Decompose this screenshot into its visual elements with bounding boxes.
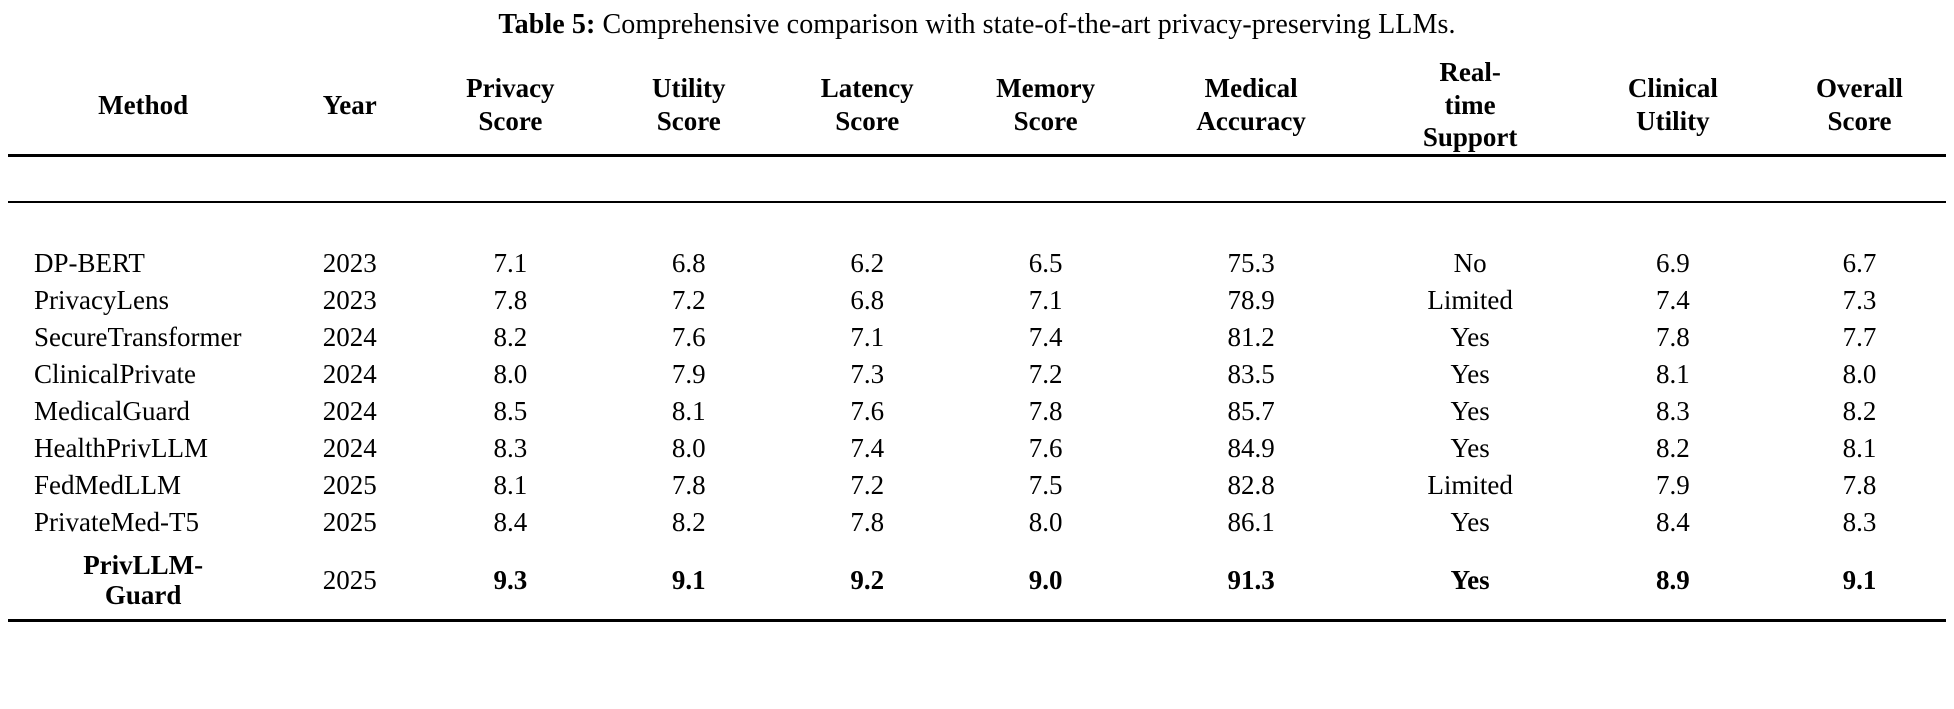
cell-utility: 8.2: [671, 507, 706, 538]
cell-clinical: 8.9: [1656, 564, 1690, 595]
column-header-year: [278, 56, 421, 156]
cell-method-line1: PrivLLM-: [83, 550, 204, 581]
column-header-medical-accuracy: [1135, 56, 1368, 156]
table-row: [8, 282, 1946, 319]
column-header-utility-line1: Utility: [652, 73, 726, 104]
cell-realtime: Yes: [1450, 564, 1490, 595]
table-caption: [0, 0, 1954, 42]
table-row: [8, 245, 1946, 282]
cell-year: 2025: [322, 470, 377, 501]
column-header-privacy-score: [421, 56, 599, 156]
cell-realtime: Limited: [1427, 470, 1513, 501]
cell-clinical: 8.4: [1656, 507, 1690, 538]
column-header-overall-line1: Overall: [1815, 73, 1903, 104]
cell-year: 2024: [322, 433, 377, 464]
cell-clinical: 6.9: [1656, 248, 1690, 279]
cell-memory: 9.0: [1028, 564, 1063, 595]
cell-year: 2025: [322, 564, 377, 595]
cell-medical: 82.8: [1227, 470, 1275, 501]
cell-memory: 7.2: [1028, 359, 1063, 390]
cell-overall: 8.3: [1842, 507, 1877, 538]
cell-latency: 7.1: [850, 322, 885, 353]
cell-utility: 6.8: [671, 248, 706, 279]
column-header-memory-line2: Score: [1013, 106, 1078, 136]
cell-privacy: 8.5: [493, 396, 528, 427]
header-spacer: [8, 194, 1946, 202]
cell-clinical: 7.9: [1656, 470, 1690, 501]
column-header-clinical-line2: Utility: [1636, 106, 1710, 136]
cell-clinical: 7.4: [1656, 285, 1690, 316]
cell-memory: 7.8: [1028, 396, 1063, 427]
cell-year: 2023: [322, 248, 377, 279]
column-header-medical-line2: Accuracy: [1196, 106, 1306, 136]
cell-medical: 83.5: [1227, 359, 1275, 390]
column-header-medical-line1: Medical: [1204, 73, 1298, 104]
cell-utility: 7.8: [671, 470, 706, 501]
table-row: [8, 430, 1946, 467]
cell-medical: 75.3: [1227, 248, 1275, 279]
table-container: [0, 56, 1954, 660]
cell-realtime: Yes: [1450, 322, 1490, 353]
column-header-realtime-line1: Real-: [1439, 56, 1501, 87]
cell-privacy: 8.2: [493, 322, 528, 353]
cell-method: MedicalGuard: [34, 396, 190, 427]
table-rule-bottom: [8, 621, 1946, 660]
cell-privacy: 8.1: [493, 470, 528, 501]
cell-privacy: 9.3: [493, 564, 528, 595]
cell-medical: 85.7: [1227, 396, 1275, 427]
cell-memory: 7.1: [1028, 285, 1063, 316]
cell-year: 2024: [322, 359, 377, 390]
column-header-utility-line2: Score: [656, 106, 721, 136]
cell-medical: 84.9: [1227, 433, 1275, 464]
cell-utility: 7.9: [671, 359, 706, 390]
cell-overall: 8.1: [1842, 433, 1877, 464]
cell-overall: 7.7: [1842, 322, 1877, 353]
column-header-overall-score: [1773, 56, 1946, 156]
column-header-method-label: Method: [98, 89, 189, 120]
cell-latency: 7.4: [850, 433, 885, 464]
cell-latency: 6.8: [850, 285, 885, 316]
column-header-clinical-line1: Clinical: [1627, 73, 1718, 104]
cell-medical: 91.3: [1227, 564, 1275, 595]
column-header-year-label: Year: [322, 89, 377, 120]
cell-realtime: Yes: [1450, 396, 1490, 427]
cell-latency: 7.2: [850, 470, 885, 501]
cell-medical: 78.9: [1227, 285, 1275, 316]
cell-memory: 7.4: [1028, 322, 1063, 353]
cell-latency: 7.3: [850, 359, 885, 390]
cell-memory: 8.0: [1028, 507, 1063, 538]
cell-utility: 8.1: [671, 396, 706, 427]
column-header-method: [8, 56, 278, 156]
cell-realtime: Yes: [1450, 359, 1490, 390]
cell-clinical: 7.8: [1656, 322, 1690, 353]
cell-clinical: 8.2: [1656, 433, 1690, 464]
cell-year: 2025: [322, 507, 377, 538]
cell-method: HealthPrivLLM: [34, 433, 208, 464]
cell-utility: 9.1: [671, 564, 706, 595]
table-row-highlight: [8, 541, 1946, 621]
cell-realtime: Yes: [1450, 433, 1490, 464]
cell-privacy: 7.1: [493, 248, 528, 279]
cell-year: 2024: [322, 322, 377, 353]
cell-privacy: 8.4: [493, 507, 528, 538]
cell-overall: 7.8: [1842, 470, 1877, 501]
cell-latency: 9.2: [850, 564, 885, 595]
cell-realtime: Limited: [1427, 285, 1513, 316]
cell-memory: 7.5: [1028, 470, 1063, 501]
column-header-realtime-line3: Support: [1422, 122, 1518, 153]
table-row: [8, 393, 1946, 430]
cell-method: PrivateMed-T5: [34, 507, 199, 538]
cell-method: [8, 541, 278, 621]
column-header-utility-score: [600, 56, 778, 156]
cell-privacy: 7.8: [493, 285, 528, 316]
table-rule-mid: [8, 202, 1946, 240]
caption-text: Comprehensive comparison with state-of-the-art privacy-preserving LLMs.: [602, 9, 1456, 40]
cell-privacy: 8.0: [493, 359, 528, 390]
column-header-privacy-line2: Score: [478, 106, 543, 136]
column-header-overall-line2: Score: [1827, 106, 1892, 136]
cell-utility: 7.6: [671, 322, 706, 353]
column-header-latency-line2: Score: [835, 106, 900, 136]
table-header-row: [8, 56, 1946, 156]
column-header-clinical-utility: [1573, 56, 1773, 156]
cell-medical: 81.2: [1227, 322, 1275, 353]
cell-realtime: No: [1453, 248, 1487, 279]
cell-year: 2023: [322, 285, 377, 316]
cell-method: PrivacyLens: [34, 285, 169, 316]
cell-year: 2024: [322, 396, 377, 427]
cell-method-line2: Guard: [104, 580, 182, 611]
table-row: [8, 467, 1946, 504]
cell-memory: 7.6: [1028, 433, 1063, 464]
cell-latency: 7.6: [850, 396, 885, 427]
cell-latency: 7.8: [850, 507, 885, 538]
column-header-realtime-line2: time: [1444, 89, 1496, 120]
column-header-privacy-line1: Privacy: [466, 73, 555, 104]
table-rule-top: [8, 156, 1946, 195]
column-header-memory-score: [956, 56, 1134, 156]
cell-memory: 6.5: [1028, 248, 1063, 279]
comparison-table: [8, 56, 1946, 660]
column-header-latency-line1: Latency: [820, 73, 914, 104]
cell-method: DP-BERT: [34, 248, 145, 279]
cell-overall: 8.2: [1842, 396, 1877, 427]
cell-method: FedMedLLM: [34, 470, 181, 501]
cell-overall: 6.7: [1842, 248, 1877, 279]
cell-overall: 9.1: [1842, 564, 1877, 595]
cell-privacy: 8.3: [493, 433, 528, 464]
cell-medical: 86.1: [1227, 507, 1275, 538]
column-header-memory-line1: Memory: [996, 73, 1096, 104]
table-row: [8, 319, 1946, 356]
column-header-realtime-support: [1367, 56, 1572, 156]
cell-latency: 6.2: [850, 248, 885, 279]
cell-overall: 7.3: [1842, 285, 1877, 316]
cell-utility: 7.2: [671, 285, 706, 316]
caption-label: Table 5:: [498, 9, 596, 40]
cell-realtime: Yes: [1450, 507, 1490, 538]
table-row: [8, 356, 1946, 393]
cell-method: ClinicalPrivate: [34, 359, 196, 390]
cell-clinical: 8.1: [1656, 359, 1690, 390]
table-row: [8, 504, 1946, 541]
column-header-latency-score: [778, 56, 956, 156]
cell-overall: 8.0: [1842, 359, 1877, 390]
cell-utility: 8.0: [671, 433, 706, 464]
cell-clinical: 8.3: [1656, 396, 1690, 427]
cell-method: SecureTransformer: [34, 322, 242, 353]
